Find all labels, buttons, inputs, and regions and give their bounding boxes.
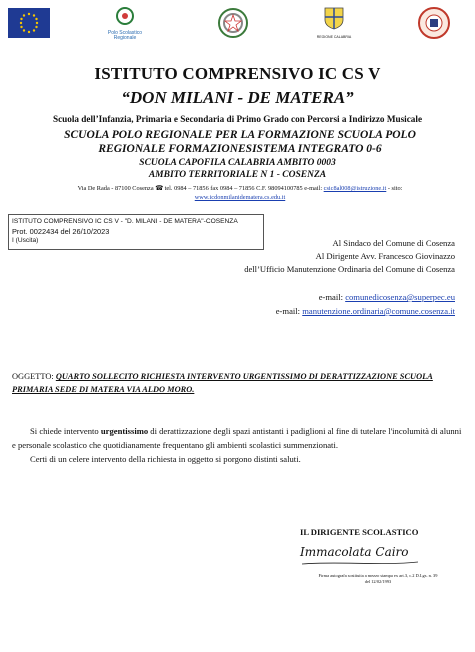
regione-calabria-icon: REGIONE CALABRIA [316,6,352,40]
address-block [40,184,440,202]
email-link-2[interactable]: manutenzione.ordinaria@comune.cosenza.it [302,306,455,316]
school-seal-icon [414,6,454,40]
address-text: Via De Rada - 87100 Cosenza [77,185,154,192]
recipient-email-1 [319,292,455,302]
scuola-regionale-icon: Polo Scolastico Regionale [100,6,150,40]
site-label: - sito: [387,185,403,192]
subject-text: QUARTO SOLLECITO RICHIESTA INTERVENTO URGENTISSIMO DI DERATTIZZAZIONE SCUOLA PRIMARIA SEDE DI MATERA VIA ALDO MORO. [12,372,433,394]
school-subtitle: Scuola dell’Infanzia, Primaria e Secondaria di Primo Grado con Percorsi a Indirizzo Musicale [52,114,423,124]
protocol-stamp [8,214,264,250]
recipient-email-2 [276,306,455,316]
school-email-link[interactable]: csic8al008@istruzione.it [323,185,387,192]
recipient-dirigente: Al Dirigente Avv. Francesco Giovinazzo [315,251,455,261]
school-title: “DON MILANI - DE MATERA” [121,88,354,107]
signature-title: IL DIRIGENTE SCOLASTICO [300,527,419,537]
ambito-line: AMBITO TERRITORIALE N 1 - COSENZA [148,170,327,180]
phone-text: tel. 0984 – 71856 fax 0984 – 71856 C.F. 98094100785 e-mail: [164,185,323,192]
signature-name: Immacolata Cairo [300,545,409,559]
letter-body [12,424,462,466]
protocol-direction: I (Uscita) [12,237,39,244]
body-p1-after: di derattizzazione degli spazi antistanti i padiglioni al fine di tutelare l'incolumità di alunni e personale scolastico che quotidianamente frequentano gli ambienti scolastici summenzionati. [12,426,462,450]
subject-label: OGGETTO: [12,372,54,381]
italian-republic-emblem-icon [216,6,250,40]
signature-note: Firma autografa sostituita a mezzo stampa ex art.3, c.2 D.Lgs. n. 39 del 12/02/1993 [318,573,438,584]
protocol-line-1: ISTITUTO COMPRENSIVO IC CS V - "D. MILANI - DE MATERA"-COSENZA [12,218,238,225]
eu-flag-icon [8,6,50,40]
signature-underline-icon [300,560,420,566]
body-paragraph-1 [12,424,462,452]
body-paragraph-2: Certi di un celere intervento della richiesta in oggetto si porgono distinti saluti. [30,454,301,464]
phone-icon: ☎ [155,185,164,192]
school-name: ISTITUTO COMPRENSIVO IC CS V [94,64,381,83]
recipient-ufficio: dell’Ufficio Manutenzione Ordinaria del Comune di Cosenza [244,264,455,274]
email-label: e-mail: [318,292,344,302]
subject-block [12,370,467,396]
recipient-sindaco: Al Sindaco del Comune di Cosenza [332,238,455,248]
capofila-line: SCUOLA CAPOFILA CALABRIA AMBITO 0003 [139,158,336,168]
email-label: e-mail: [275,306,301,316]
school-site-link[interactable]: www.icdonmilanidematera.cs.edu.it [194,194,286,201]
protocol-number: Prot. 0022434 del 26/10/2023 [12,226,110,236]
email-link-1[interactable]: comunedicosenza@superpec.eu [345,292,455,302]
body-p1-bold: urgentissimo [100,426,149,436]
body-p1-before: Si chiede intervento [30,426,101,436]
polo-regionale-line: SCUOLA POLO REGIONALE PER LA FORMAZIONE SCUOLA POLO REGIONALE FORMAZIONESISTEMA INTEGRATO 0-6 [64,129,416,155]
